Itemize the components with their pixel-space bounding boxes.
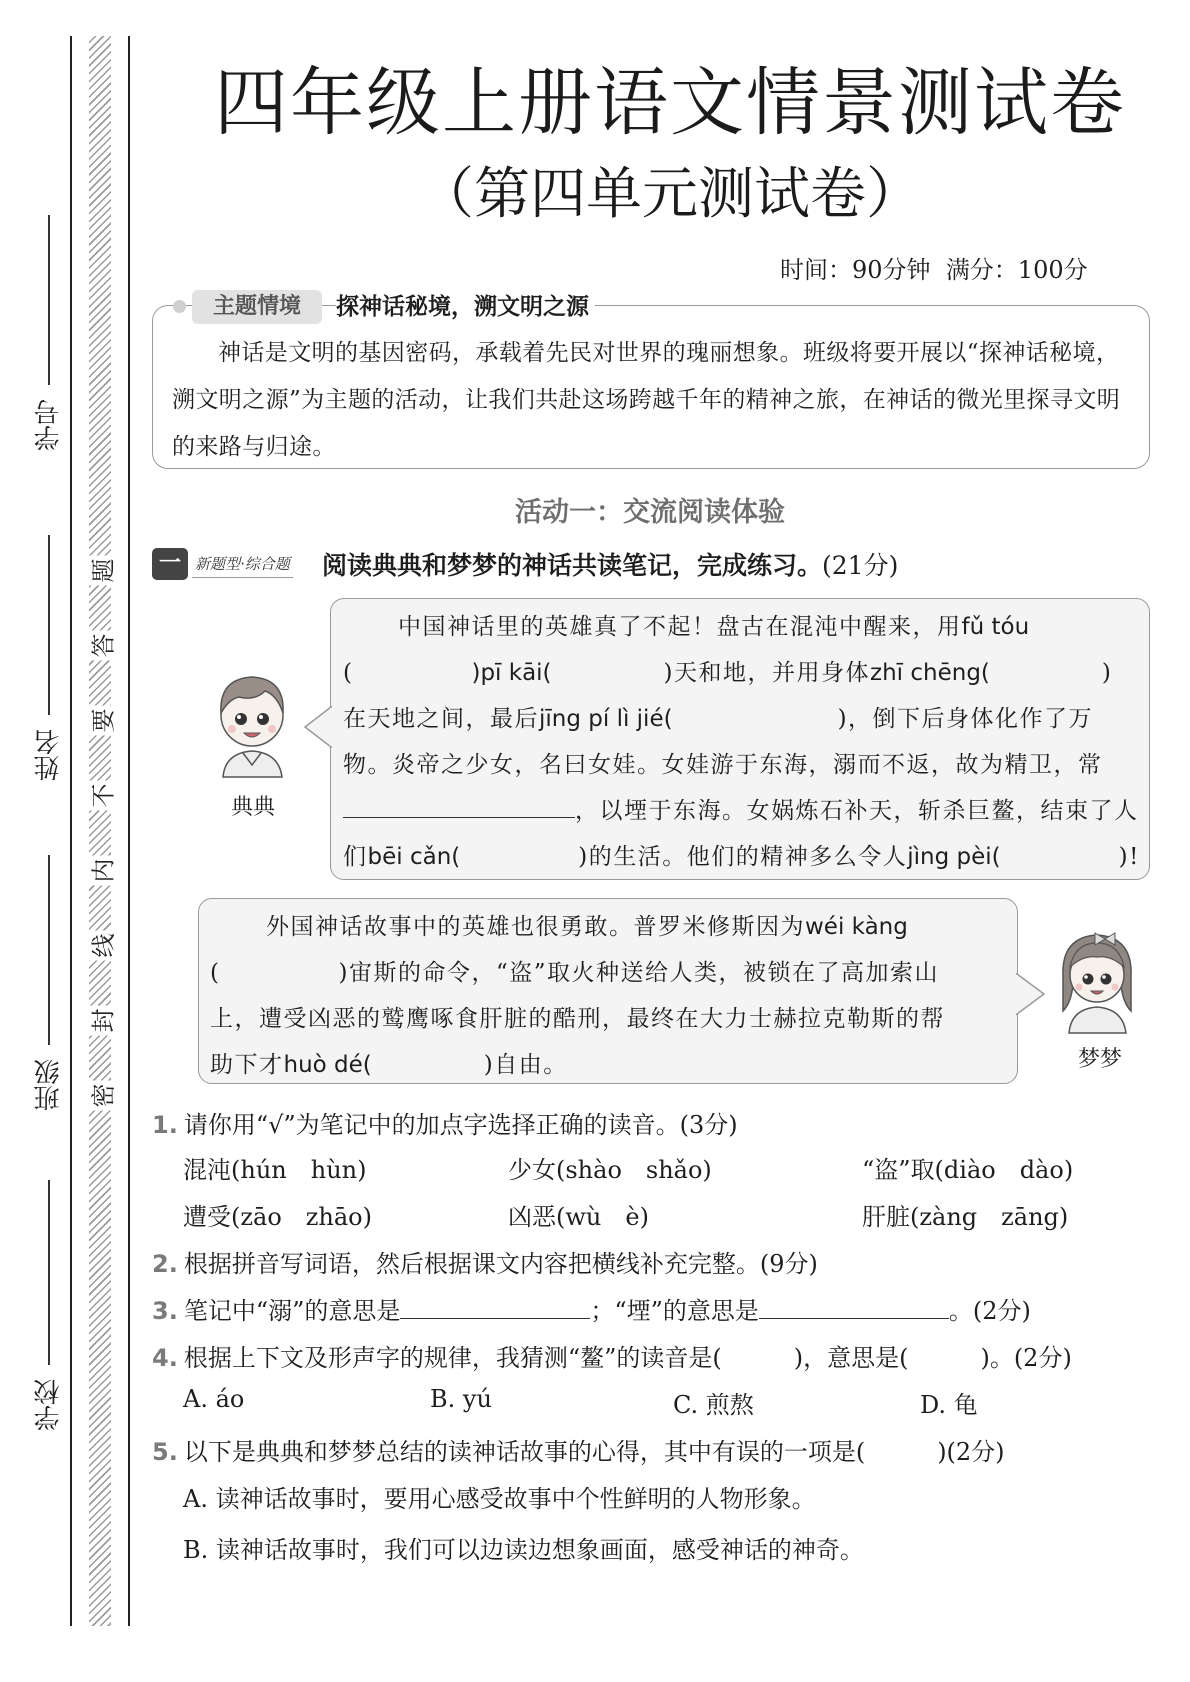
class-field[interactable] bbox=[48, 855, 50, 1045]
note-line: ( )宙斯的命令，“盗”取火种送给人类，被锁在了高加索山 bbox=[210, 960, 939, 986]
note-line: ( )pī kāi( )天和地，并用身体zhī chēng( ) bbox=[343, 660, 1113, 686]
exam-full-score: 满分：100分 bbox=[945, 256, 1088, 284]
theme-tag: 主题情境 bbox=[192, 290, 322, 324]
bubble-pointer-icon bbox=[303, 705, 333, 749]
pinyin-option[interactable]: 少女(shào shǎo) bbox=[508, 1156, 712, 1184]
theme-dot-icon bbox=[173, 300, 186, 313]
seal-char: 线 bbox=[84, 931, 119, 961]
boy-avatar-icon bbox=[205, 665, 300, 780]
choice-option[interactable]: D. 龟 bbox=[920, 1391, 978, 1419]
seal-char: 内 bbox=[84, 856, 119, 886]
sub-question-4: 4. 根据上下文及形声字的规律，我猜测“鳌”的读音是( )，意思是( )。(2分) bbox=[152, 1344, 1072, 1372]
seal-char: 密 bbox=[84, 1081, 119, 1111]
name-field[interactable] bbox=[48, 535, 50, 715]
pinyin-option[interactable]: 肝脏(zàng zāng) bbox=[862, 1203, 1069, 1231]
choice-option[interactable]: C. 煎熬 bbox=[673, 1391, 754, 1419]
question-number: 5. bbox=[152, 1438, 178, 1466]
exam-meta bbox=[780, 250, 1088, 285]
question-title-text: 阅读典典和梦梦的神话共读笔记，完成练习。 bbox=[322, 551, 823, 580]
pinyin-option[interactable]: 凶恶(wù è) bbox=[508, 1203, 649, 1231]
question-number: 1. bbox=[152, 1111, 178, 1139]
choice-option[interactable]: A. 读神话故事时，要用心感受故事中个性鲜明的人物形象。 bbox=[183, 1485, 816, 1513]
binding-line-left bbox=[70, 36, 72, 1626]
seal-char: 封 bbox=[84, 1006, 119, 1036]
fill-blank-line[interactable] bbox=[343, 793, 575, 818]
choice-option[interactable]: B. 读神话故事时，我们可以边读边想象画面，感受神话的神奇。 bbox=[183, 1536, 864, 1564]
avatar-name-meng: 梦梦 bbox=[1077, 1047, 1122, 1072]
name-label: 姓名 bbox=[34, 729, 64, 781]
sub-question-1: 1. 请你用“√”为笔记中的加点字选择正确的读音。(3分) bbox=[152, 1111, 738, 1139]
page-subtitle: （第四单元测试卷） bbox=[418, 162, 922, 227]
note-line: 助下才huò dé( )自由。 bbox=[210, 1052, 568, 1078]
question-badge: 一 bbox=[152, 548, 188, 580]
pinyin-option[interactable]: 遭受(zāo zhāo) bbox=[183, 1203, 372, 1231]
note-line: ，以堙于东海。女娲炼石补天，斩杀巨鳌，结束了人 bbox=[343, 792, 1139, 825]
choice-option[interactable]: A. áo bbox=[183, 1385, 245, 1413]
exam-time: 时间：90分钟 bbox=[780, 256, 931, 284]
note-line: 中国神话里的英雄真了不起！盘古在混沌中醒来，用fǔ tóu bbox=[398, 614, 1030, 640]
seal-char: 题 bbox=[84, 556, 119, 586]
note-line: 在天地之间，最后jīng pí lì jié( )，倒下后身体化作了万 bbox=[343, 706, 1094, 732]
question-number: 2. bbox=[152, 1250, 178, 1278]
sub-question-2: 2. 根据拼音写词语，然后根据课文内容把横线补充完整。(9分) bbox=[152, 1250, 818, 1278]
student-id-label: 学号 bbox=[34, 399, 64, 451]
school-field[interactable] bbox=[48, 1180, 50, 1365]
school-label: 学校 bbox=[34, 1379, 64, 1431]
question-number: 4. bbox=[152, 1344, 178, 1372]
answer-blank[interactable] bbox=[759, 1294, 949, 1319]
pinyin-option[interactable]: “盗”取(diào dào) bbox=[862, 1156, 1074, 1184]
class-label: 班级 bbox=[34, 1059, 64, 1111]
question-number: 3. bbox=[152, 1297, 178, 1325]
seal-char: 不 bbox=[84, 781, 119, 811]
pinyin-option[interactable]: 混沌(hún hùn) bbox=[183, 1156, 367, 1184]
question-title bbox=[322, 546, 898, 582]
question-type-tag: 新题型·综合题 bbox=[192, 551, 293, 578]
page-title: 四年级上册语文情景测试卷 bbox=[214, 60, 1126, 146]
binding-line-right bbox=[128, 36, 130, 1626]
note-line: 外国神话故事中的英雄也很勇敢。普罗米修斯因为wéi kàng bbox=[266, 914, 908, 940]
activity-title: 活动一：交流阅读体验 bbox=[515, 497, 785, 528]
bubble-pointer-icon bbox=[1016, 972, 1046, 1016]
seal-char: 要 bbox=[84, 706, 119, 736]
choice-option[interactable]: B. yú bbox=[430, 1385, 492, 1413]
student-id-field[interactable] bbox=[48, 215, 50, 385]
note-line: 物。炎帝之少女，名曰女娃。女娃游于东海，溺而不返，故为精卫，常 bbox=[343, 752, 1103, 778]
theme-text: 神话是文明的基因密码，承载着先民对世界的瑰丽想象。班级将要开展以“探神话秘境，溯文明之源”为主题的活动，让我们共赴这场跨越千年的精神之旅，在神话的微光里探寻文明的来路与归途。 bbox=[172, 340, 1121, 460]
note-line: 们bēi cǎn( )的生活。他们的精神多么令人jìng pèi( )! bbox=[343, 844, 1140, 870]
avatar-name-dian: 典典 bbox=[230, 795, 275, 820]
question-score: (21分) bbox=[822, 551, 899, 580]
theme-title: 探神话秘境，溯文明之源 bbox=[336, 290, 595, 324]
binding-hatch bbox=[89, 36, 111, 1626]
answer-blank[interactable] bbox=[400, 1294, 590, 1319]
girl-avatar-icon bbox=[1055, 925, 1140, 1035]
sub-question-3: 3. 笔记中“溺”的意思是 ；“堙”的意思是 。(2分) bbox=[152, 1291, 1031, 1326]
sub-question-5: 5. 以下是典典和梦梦总结的读神话故事的心得，其中有误的一项是( )(2分) bbox=[152, 1438, 1005, 1466]
note-line: 上，遭受凶恶的鹫鹰啄食肝脏的酷刑，最终在大力士赫拉克勒斯的帮 bbox=[210, 1006, 945, 1032]
seal-char: 答 bbox=[84, 631, 119, 661]
